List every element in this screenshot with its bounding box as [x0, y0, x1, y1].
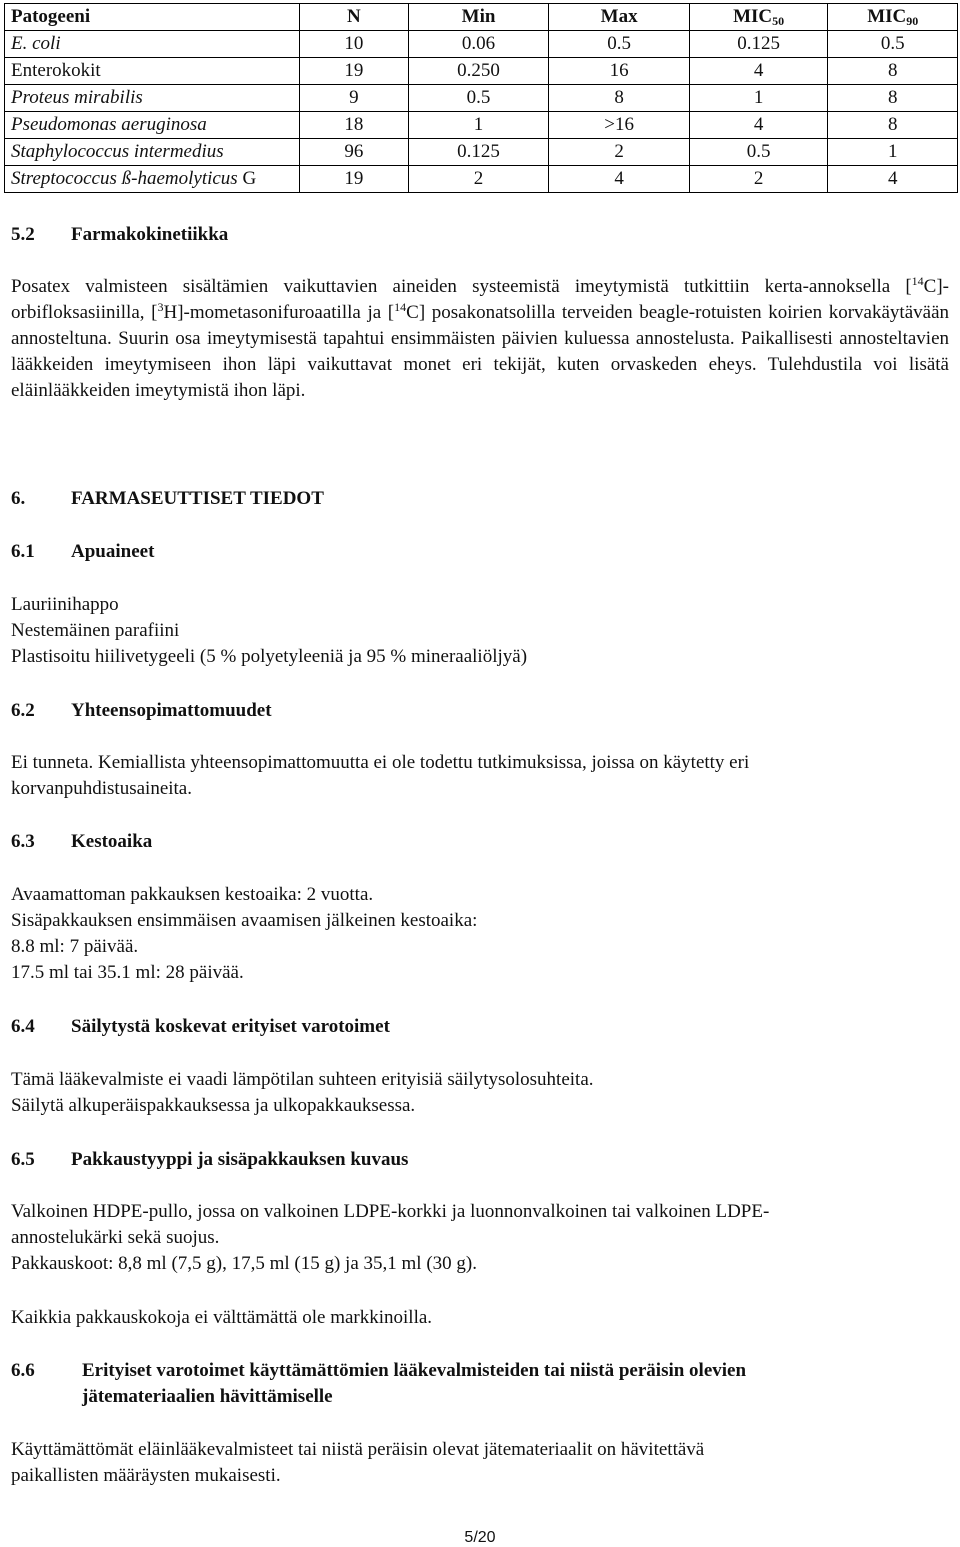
pathogen-name-text: E. coli: [11, 33, 61, 54]
heading-number: 6.6: [11, 1360, 35, 1381]
pathogen-name: [5, 31, 300, 58]
container-line: Valkoinen HDPE-pullo, jossa on valkoinen LDPE-korkki ja luonnonvalkoinen tai valkoinen LDPE-: [11, 1201, 770, 1222]
heading-title: Yhteensopimattomuudet: [71, 700, 272, 721]
header-mic50-base: MIC: [733, 6, 773, 27]
isotope-superscript: 14: [394, 300, 407, 314]
heading-6-6: [11, 1358, 949, 1407]
heading-title: Kestoaika: [71, 831, 153, 852]
excipient-item: Plastisoitu hiilivetygeeli (5 % polyetyleeniä ja 95 % mineraaliöljyä): [11, 646, 528, 667]
cell-mic50: 0.125: [689, 31, 828, 58]
heading-number: 6.3: [11, 831, 35, 852]
pathogen-name: [5, 112, 300, 139]
heading-6-1: [11, 539, 949, 565]
pathogen-name: [5, 58, 300, 85]
heading-title-line: jätemateriaalien hävittämiselle: [82, 1386, 333, 1407]
table-row: [5, 166, 958, 193]
paragraph-text: C]-orbifloksasiinilla, [: [11, 276, 949, 323]
cell-min: 1: [408, 112, 549, 139]
storage-list: [11, 1067, 949, 1119]
heading-title: Pakkaustyyppi ja sisäpakkauksen kuvaus: [71, 1149, 409, 1170]
container-line: annostelukärki sekä suojus.: [11, 1227, 220, 1248]
incompatibilities-paragraph: Ei tunneta. Kemiallista yhteensopimattomuutta ei ole todettu tutkimuksissa, joissa on käytetty eri korvanpuhdistusaineita.: [11, 752, 750, 799]
cell-mic90: 1: [828, 139, 958, 166]
heading-6-5: [11, 1147, 949, 1173]
cell-mic90: 8: [828, 112, 958, 139]
header-mic90-sub: 90: [906, 14, 919, 28]
heading-6-2: [11, 698, 949, 724]
disposal-line: paikallisten määräysten mukaisesti.: [11, 1465, 281, 1486]
excipients-list: [11, 592, 949, 670]
pathogen-name-text: Staphylococcus intermedius: [11, 141, 224, 162]
cell-mic50: 4: [689, 112, 828, 139]
cell-mic50: 2: [689, 166, 828, 193]
paragraph-text: Posatex valmisteen sisältämien vaikuttavien aineiden systeemistä imeytymistä tutkittiin kerta-annoksella [: [11, 276, 912, 297]
header-min: Min: [408, 4, 549, 31]
cell-mic90: 8: [828, 85, 958, 112]
cell-mic50: 1: [689, 85, 828, 112]
cell-min: 0.5: [408, 85, 549, 112]
pack-sizes: Pakkauskoot: 8,8 ml (7,5 g), 17,5 ml (15 g) ja 35,1 ml (30 g).: [11, 1253, 477, 1274]
heading-5-2: [11, 222, 949, 248]
header-pathogen: Patogeeni: [5, 4, 300, 31]
header-n: N: [300, 4, 409, 31]
storage-line: Tämä lääkevalmiste ei vaadi lämpötilan suhteen erityisiä säilytysolosuhteita.: [11, 1069, 594, 1090]
cell-mic50: 4: [689, 58, 828, 85]
marketing-note: Kaikkia pakkauskokoja ei välttämättä ole markkinoilla.: [11, 1307, 433, 1328]
cell-n: 18: [300, 112, 409, 139]
heading-6-3: [11, 829, 949, 855]
pathogen-name-text: Enterokokit: [11, 60, 101, 81]
cell-min: 0.125: [408, 139, 549, 166]
heading-number: 6.4: [11, 1016, 35, 1037]
pathogen-name-suffix: G: [237, 168, 257, 189]
cell-max: 2: [549, 139, 689, 166]
heading-title-line: Erityiset varotoimet käyttämättömien lääkevalmisteiden tai niistä peräisin olevien: [82, 1360, 747, 1381]
pathogen-name: [5, 85, 300, 112]
shelf-life-line: Sisäpakkauksen ensimmäisen avaamisen jälkeinen kestoaika:: [11, 910, 478, 931]
table-row: [5, 31, 958, 58]
cell-mic90: 8: [828, 58, 958, 85]
heading-6-4: [11, 1014, 949, 1040]
heading-title: [82, 1358, 952, 1410]
excipient-item: Nestemäinen parafiini: [11, 620, 180, 641]
mic-table: [4, 3, 958, 193]
paragraph-text: H]-mometasonifuroaatilla ja [: [163, 302, 395, 323]
header-mic90: [828, 4, 958, 31]
table-row: [5, 112, 958, 139]
heading-title: Säilytystä koskevat erityiset varotoimet: [71, 1016, 390, 1037]
pathogen-name-text: Pseudomonas aeruginosa: [11, 114, 207, 135]
cell-n: 96: [300, 139, 409, 166]
cell-n: 19: [300, 166, 409, 193]
cell-n: 19: [300, 58, 409, 85]
pathogen-name-text: Proteus mirabilis: [11, 87, 143, 108]
pharmacokinetics-paragraph: [11, 274, 949, 404]
heading-title: FARMASEUTTISET TIEDOT: [71, 488, 324, 509]
heading-number: 6.: [11, 488, 26, 509]
heading-title: Apuaineet: [71, 541, 155, 562]
shelf-life-line: Avaamattoman pakkauksen kestoaika: 2 vuotta.: [11, 884, 374, 905]
cell-max: 8: [549, 85, 689, 112]
heading-number: 6.5: [11, 1149, 35, 1170]
cell-mic90: 4: [828, 166, 958, 193]
table-row: [5, 139, 958, 166]
cell-max: 0.5: [549, 31, 689, 58]
cell-max: 4: [549, 166, 689, 193]
cell-min: 0.06: [408, 31, 549, 58]
header-max: Max: [549, 4, 689, 31]
shelf-life-list: [11, 882, 949, 986]
cell-mic50: 0.5: [689, 139, 828, 166]
cell-max: >16: [549, 112, 689, 139]
storage-line: Säilytä alkuperäispakkauksessa ja ulkopakkauksessa.: [11, 1095, 416, 1116]
header-mic90-base: MIC: [867, 6, 907, 27]
page-number: 5/20: [464, 1529, 496, 1546]
disposal-line: Käyttämättömät eläinlääkevalmisteet tai niistä peräisin olevat jätemateriaalit on hävitettävä: [11, 1439, 705, 1460]
disposal-paragraph: [11, 1437, 949, 1489]
table-header-row: [5, 4, 958, 31]
cell-n: 10: [300, 31, 409, 58]
shelf-life-line: 17.5 ml tai 35.1 ml: 28 päivää.: [11, 962, 244, 983]
header-mic50: [689, 4, 828, 31]
paragraph-text: C] posakonatsolilla terveiden beagle-rotuisten koirien korvakäytävään annosteltuna. Suurin osa imeytymisestä tapahtui ensimmäisten päivien kuluessa annostelusta. Paikallisesti annosteltavien lääkkeiden imeytymiseen ihon läpi vaikuttavat monet eri tekijät, kuten orvaskeden eheys. Tulehdustila voi lisätä eläinlääkkeiden imeytymistä ihon läpi.: [11, 302, 950, 401]
cell-mic90: 0.5: [828, 31, 958, 58]
pathogen-name: [5, 139, 300, 166]
heading-6: [11, 486, 949, 512]
cell-min: 2: [408, 166, 549, 193]
heading-number: 6.1: [11, 541, 35, 562]
heading-title: Farmakokinetiikka: [71, 224, 229, 245]
table-row: [5, 85, 958, 112]
isotope-superscript: 14: [911, 274, 924, 288]
cell-max: 16: [549, 58, 689, 85]
heading-number: 6.2: [11, 700, 35, 721]
shelf-life-line: 8.8 ml: 7 päivää.: [11, 936, 139, 957]
excipient-item: Lauriinihappo: [11, 594, 119, 615]
cell-min: 0.250: [408, 58, 549, 85]
isotope-superscript: 3: [157, 300, 164, 314]
heading-number: 5.2: [11, 224, 35, 245]
pathogen-name: [5, 166, 300, 193]
cell-n: 9: [300, 85, 409, 112]
container-description: [11, 1199, 949, 1277]
table-body: [5, 31, 958, 193]
table-row: [5, 58, 958, 85]
header-mic50-sub: 50: [772, 14, 785, 28]
pathogen-name-text: Streptococcus ß-haemolyticus: [11, 168, 238, 189]
